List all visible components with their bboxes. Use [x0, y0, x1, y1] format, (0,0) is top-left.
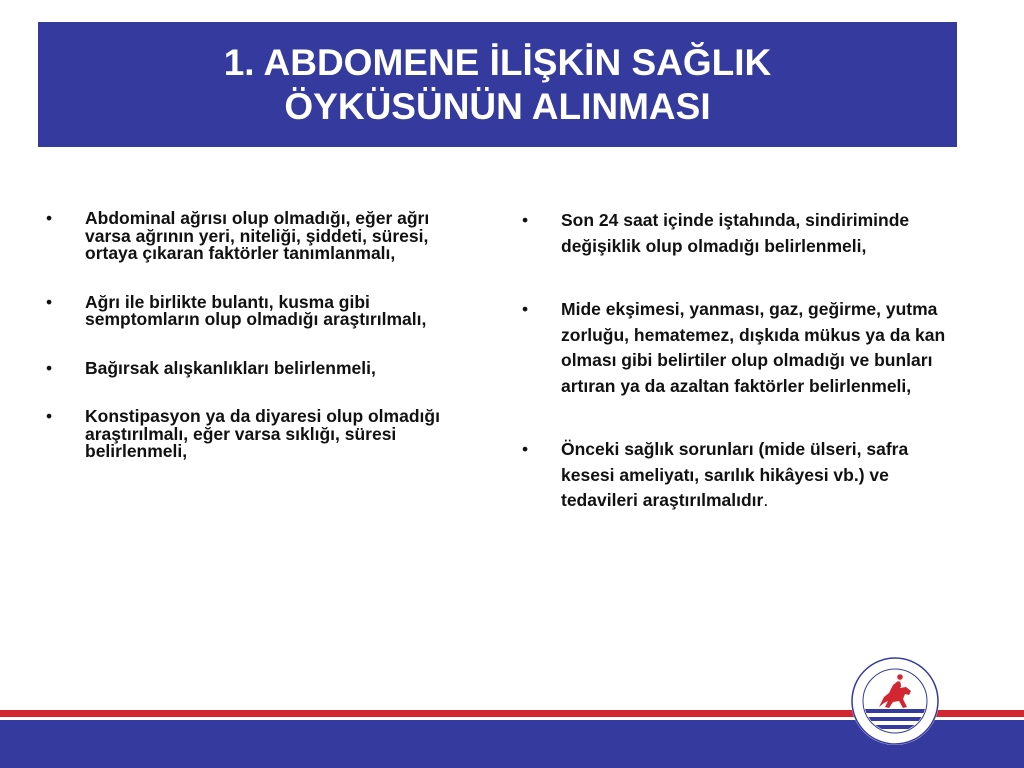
list-item [522, 208, 962, 259]
slide-title-line-1: 1. ABDOMENE İLİŞKİN SAĞLIK [223, 41, 772, 83]
bullet-icon: • [46, 406, 53, 426]
left-bullet-list [46, 210, 466, 492]
bullet-icon: • [46, 291, 53, 312]
bullet-text: Mide ekşimesi, yanması, gaz, geğirme, yutma zorluğu, hematemez, dışkıda mükus ya da kan olması gibi belirtiler olup olmadığı ve bunları artıran ya da azaltan faktörler belirlenmeli, [561, 299, 946, 396]
list-item [46, 408, 466, 461]
bullet-icon: • [522, 439, 529, 459]
bullet-text: Konstipasyon ya da diyaresi olup olmadığı araştırılmalı, eğer varsa sıklığı, süresi belirlenmeli, [85, 406, 440, 461]
list-item [522, 297, 962, 399]
horse-rider-emblem-icon [851, 657, 939, 745]
bullet-text: Bağırsak alışkanlıkları belirlenmeli, [85, 357, 376, 378]
bullet-period: . [763, 490, 769, 510]
right-bullet-list [522, 208, 962, 552]
list-item [46, 291, 466, 329]
bullet-icon: • [46, 208, 53, 228]
bullet-icon: • [522, 299, 529, 319]
bullet-text: Son 24 saat içinde iştahında, sindiriminde değişiklik olup olmadığı belirlenmeli, [561, 210, 910, 256]
bullet-icon: • [522, 210, 529, 230]
list-item [46, 210, 466, 263]
bullet-text: Abdominal ağrısı olup olmadığı, eğer ağrı varsa ağrının yeri, niteliği, şiddeti, süresi, ortaya çıkaran faktörler tanımlanmalı, [85, 208, 430, 263]
list-item [46, 357, 466, 378]
list-item [522, 437, 962, 514]
bullet-icon: • [46, 357, 53, 378]
university-logo [851, 657, 939, 745]
slide-title-line-2: ÖYKÜSÜNÜN ALINMASI [284, 85, 711, 127]
bullet-text: Ağrı ile birlikte bulantı, kusma gibi semptomların olup olmadığı araştırılmalı, [85, 291, 427, 329]
bullet-text: Önceki sağlık sorunları (mide ülseri, safra kesesi ameliyatı, sarılık hikâyesi vb.) ve tedavileri araştırılmalıdır [561, 439, 909, 510]
title-banner [38, 22, 957, 147]
